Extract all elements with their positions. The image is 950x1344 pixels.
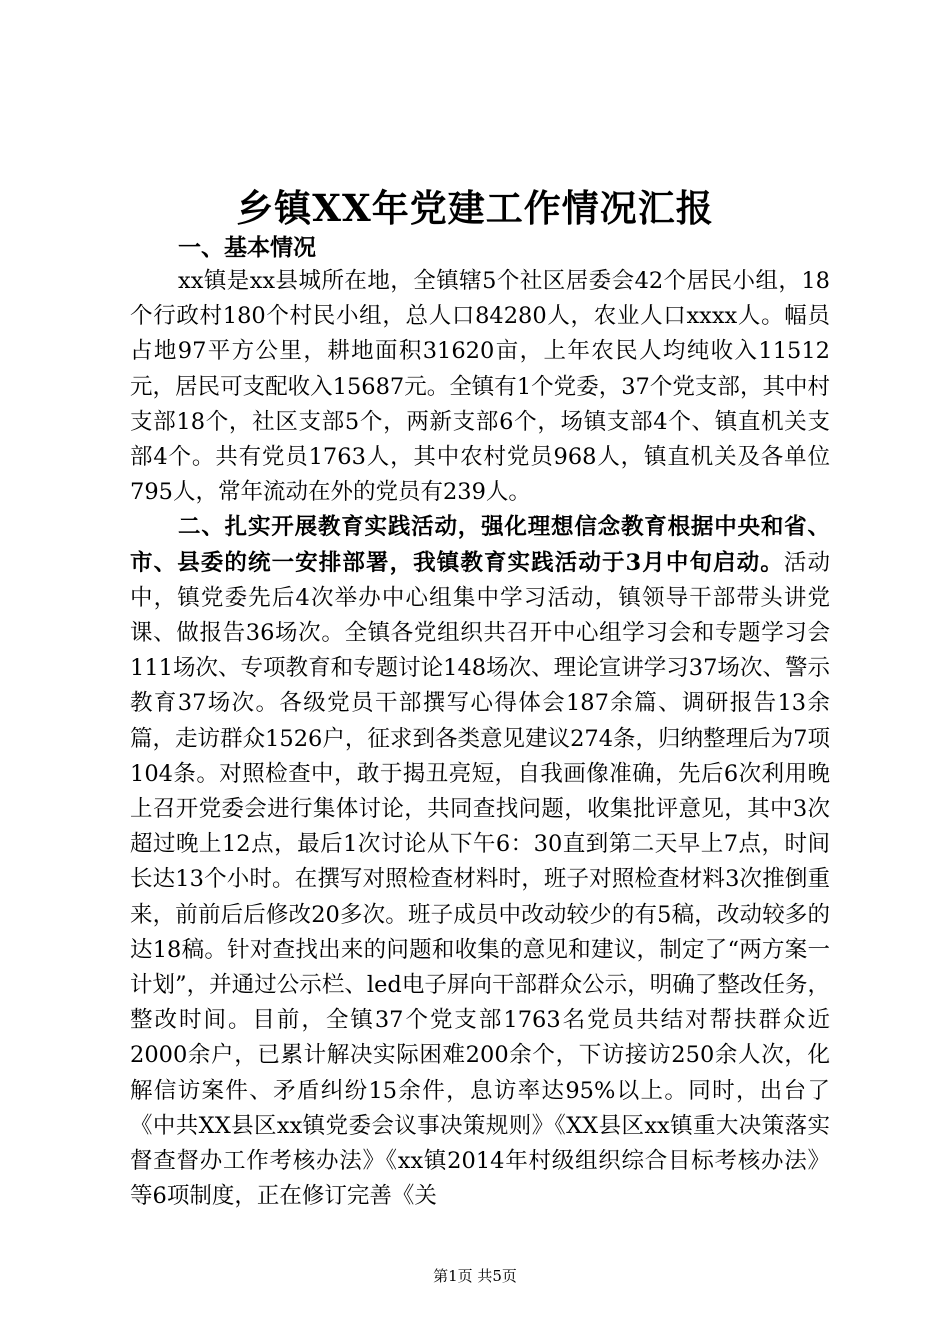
section-2-heading: 二、扎实开展教育实践活动，强化理想信念教育根据中央和省、市、县委的统一安排部署，我镇教育实践活动于3月中旬启动。	[130, 514, 830, 576]
document-title: 乡镇XX年党建工作情况汇报	[236, 186, 714, 230]
page-number-footer: 第1页 共5页	[433, 1267, 517, 1285]
section-2-paragraph	[130, 510, 830, 1214]
section-1-paragraph: xx镇是xx县城所在地，全镇辖5个社区居委会42个居民小组，18个行政村180个村民小组，总人口84280人，农业人口xxxx人。幅员占地97平方公里，耕地面积31620亩，上年农民人均纯收入11512元，居民可支配收入15687元。全镇有1个党委，37个党支部，其中村支部18个，社区支部5个，两新支部6个，场镇支部4个、镇直机关支部4个。共有党员1763人，其中农村党员968人，镇直机关及各单位795人，常年流动在外的党员有239人。	[130, 268, 830, 506]
section-2-text: 活动中，镇党委先后4次举办中心组集中学习活动，镇领导干部带头讲党课、做报告36场次。全镇各党组织共召开中心组学习会和专题学习会111场次、专项教育和专题讨论148场次、理论宣讲学习37场次、警示教育37场次。各级党员干部撰写心得体会187余篇、调研报告13余篇，走访群众1526户，征求到各类意见建议274条，归纳整理后为7项104条。对照检查中，敢于揭丑亮短，自我画像准确，先后6次利用晚上召开党委会进行集体讨论，共同查找问题，收集批评意见，其中3次超过晚上12点，最后1次讨论从下午6：30直到第二天早上7点，时间长达13个小时。在撰写对照检查材料时，班子对照检查材料3次推倒重来，前前后后修改20多次。班子成员中改动较少的有5稿，改动较多的达18稿。针对查找出来的问题和收集的意见和建议，制定了“两方案一计划”，并通过公示栏、led电子屏向干部群众公示，明确了整改任务，整改时间。目前，全镇37个党支部1763名党员共结对帮扶群众近2000余户，已累计解决实际困难200余个，下访接访250余人次，化解信访案件、矛盾纠纷15余件，息访率达95%以上。同时，出台了《中共XX县区xx镇党委会议事决策规则》《XX县区xx镇重大决策落实督查督办工作考核办法》《xx镇2014年村级组织综合目标考核办法》等6项制度，正在修订完善《关	[130, 549, 830, 1210]
section-1-heading: 一、基本情况	[178, 234, 316, 261]
document-body	[130, 232, 830, 1214]
